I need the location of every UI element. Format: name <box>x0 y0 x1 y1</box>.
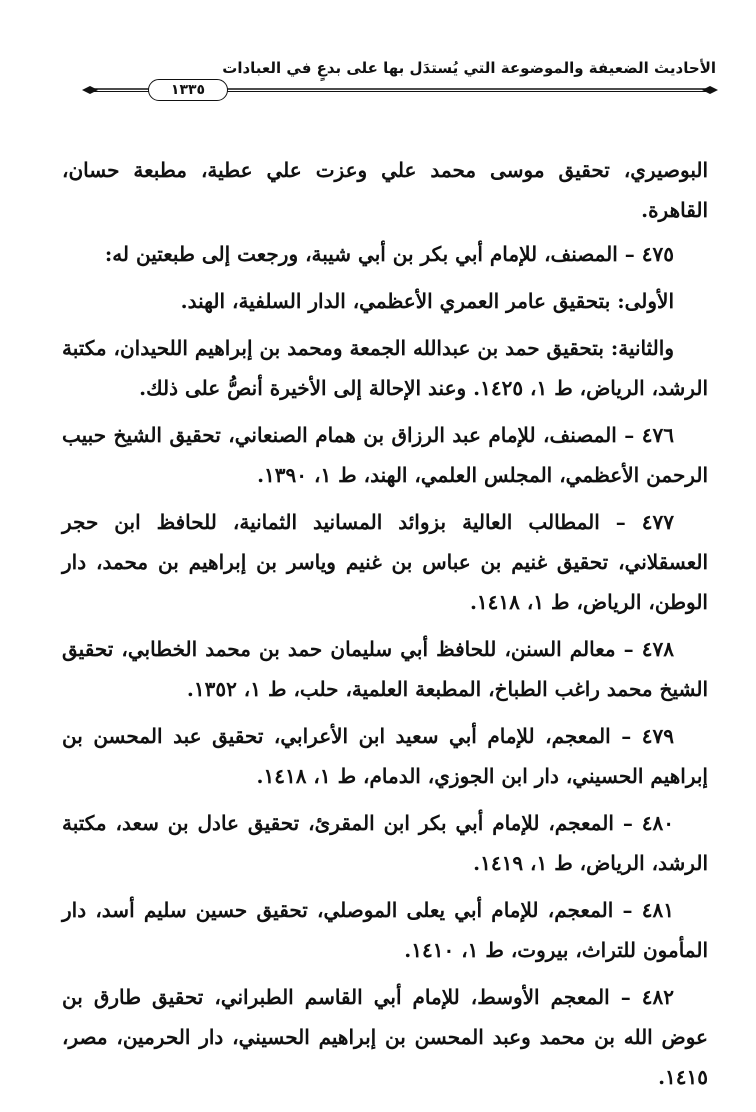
entry-480: ٤٨٠ – المعجم، للإمام أبي بكر ابن المقرئ، تحقيق عادل بن سعد، مكتبة الرشد، الرياض، ط ١، ١٤١٩. <box>62 811 708 875</box>
entry-479: ٤٧٩ – المعجم، للإمام أبي سعيد ابن الأعرابي، تحقيق عبد المحسن بن إبراهيم الحسيني، دار ابن الجوزي، الدمام، ط ١، ١٤١٨. <box>62 724 708 788</box>
entry-476: ٤٧٦ – المصنف، للإمام عبد الرزاق بن همام الصنعاني، تحقيق الشيخ حبيب الرحمن الأعظمي، المجلس العلمي، الهند، ط ١، ١٣٩٠. <box>62 423 708 487</box>
entry-475: ٤٧٥ – المصنف، للإمام أبي بكر بن أبي شيبة، ورجعت إلى طبعتين له: <box>104 242 674 266</box>
entry-475-edition-1: الأولى: بتحقيق عامر العمري الأعظمي، الدار السلفية، الهند. <box>180 289 674 313</box>
entry-482: ٤٨٢ – المعجم الأوسط، للإمام أبي القاسم الطبراني، تحقيق طارق بن عوض الله بن محمد وعبد المحسن بن إبراهيم الحسيني، دار الحرمين، مصر، ١٤١٥. <box>62 985 708 1089</box>
entry-481: ٤٨١ – المعجم، للإمام أبي يعلى الموصلي، تحقيق حسين سليم أسد، دار المأمون للتراث، بيروت، ط ١، ١٤١٠. <box>62 898 708 962</box>
running-header-title: الأحاديث الضعيفة والموضوعة التي يُستدَل بها على بدعٍ في العبادات <box>222 59 716 77</box>
page-number-badge: ١٣٣٥ <box>148 79 228 101</box>
bibliography-list <box>62 150 708 1104</box>
entry-477: ٤٧٧ – المطالب العالية بزوائد المسانيد الثمانية، للحافظ ابن حجر العسقلاني، تحقيق غنيم بن عباس بن غنيم وياسر بن إبراهيم بن محمد، دار الوطن، الرياض، ط ١، ١٤١٨. <box>62 510 708 614</box>
entry-478: ٤٧٨ – معالم السنن، للحافظ أبي سليمان حمد بن محمد الخطابي، تحقيق الشيخ محمد راغب الطباخ، المطبعة العلمية، حلب، ط ١، ١٣٥٢. <box>62 637 708 701</box>
entry-475-edition-2: والثانية: بتحقيق حمد بن عبدالله الجمعة ومحمد بن إبراهيم اللحيدان، مكتبة الرشد، الرياض، ط ١، ١٤٢٥. وعند الإحالة إلى الأخيرة أنصُّ على ذلك. <box>62 336 708 400</box>
entry-continuation: البوصيري، تحقيق موسى محمد علي وعزت علي عطية، مطبعة حسان، القاهرة. <box>62 158 708 222</box>
